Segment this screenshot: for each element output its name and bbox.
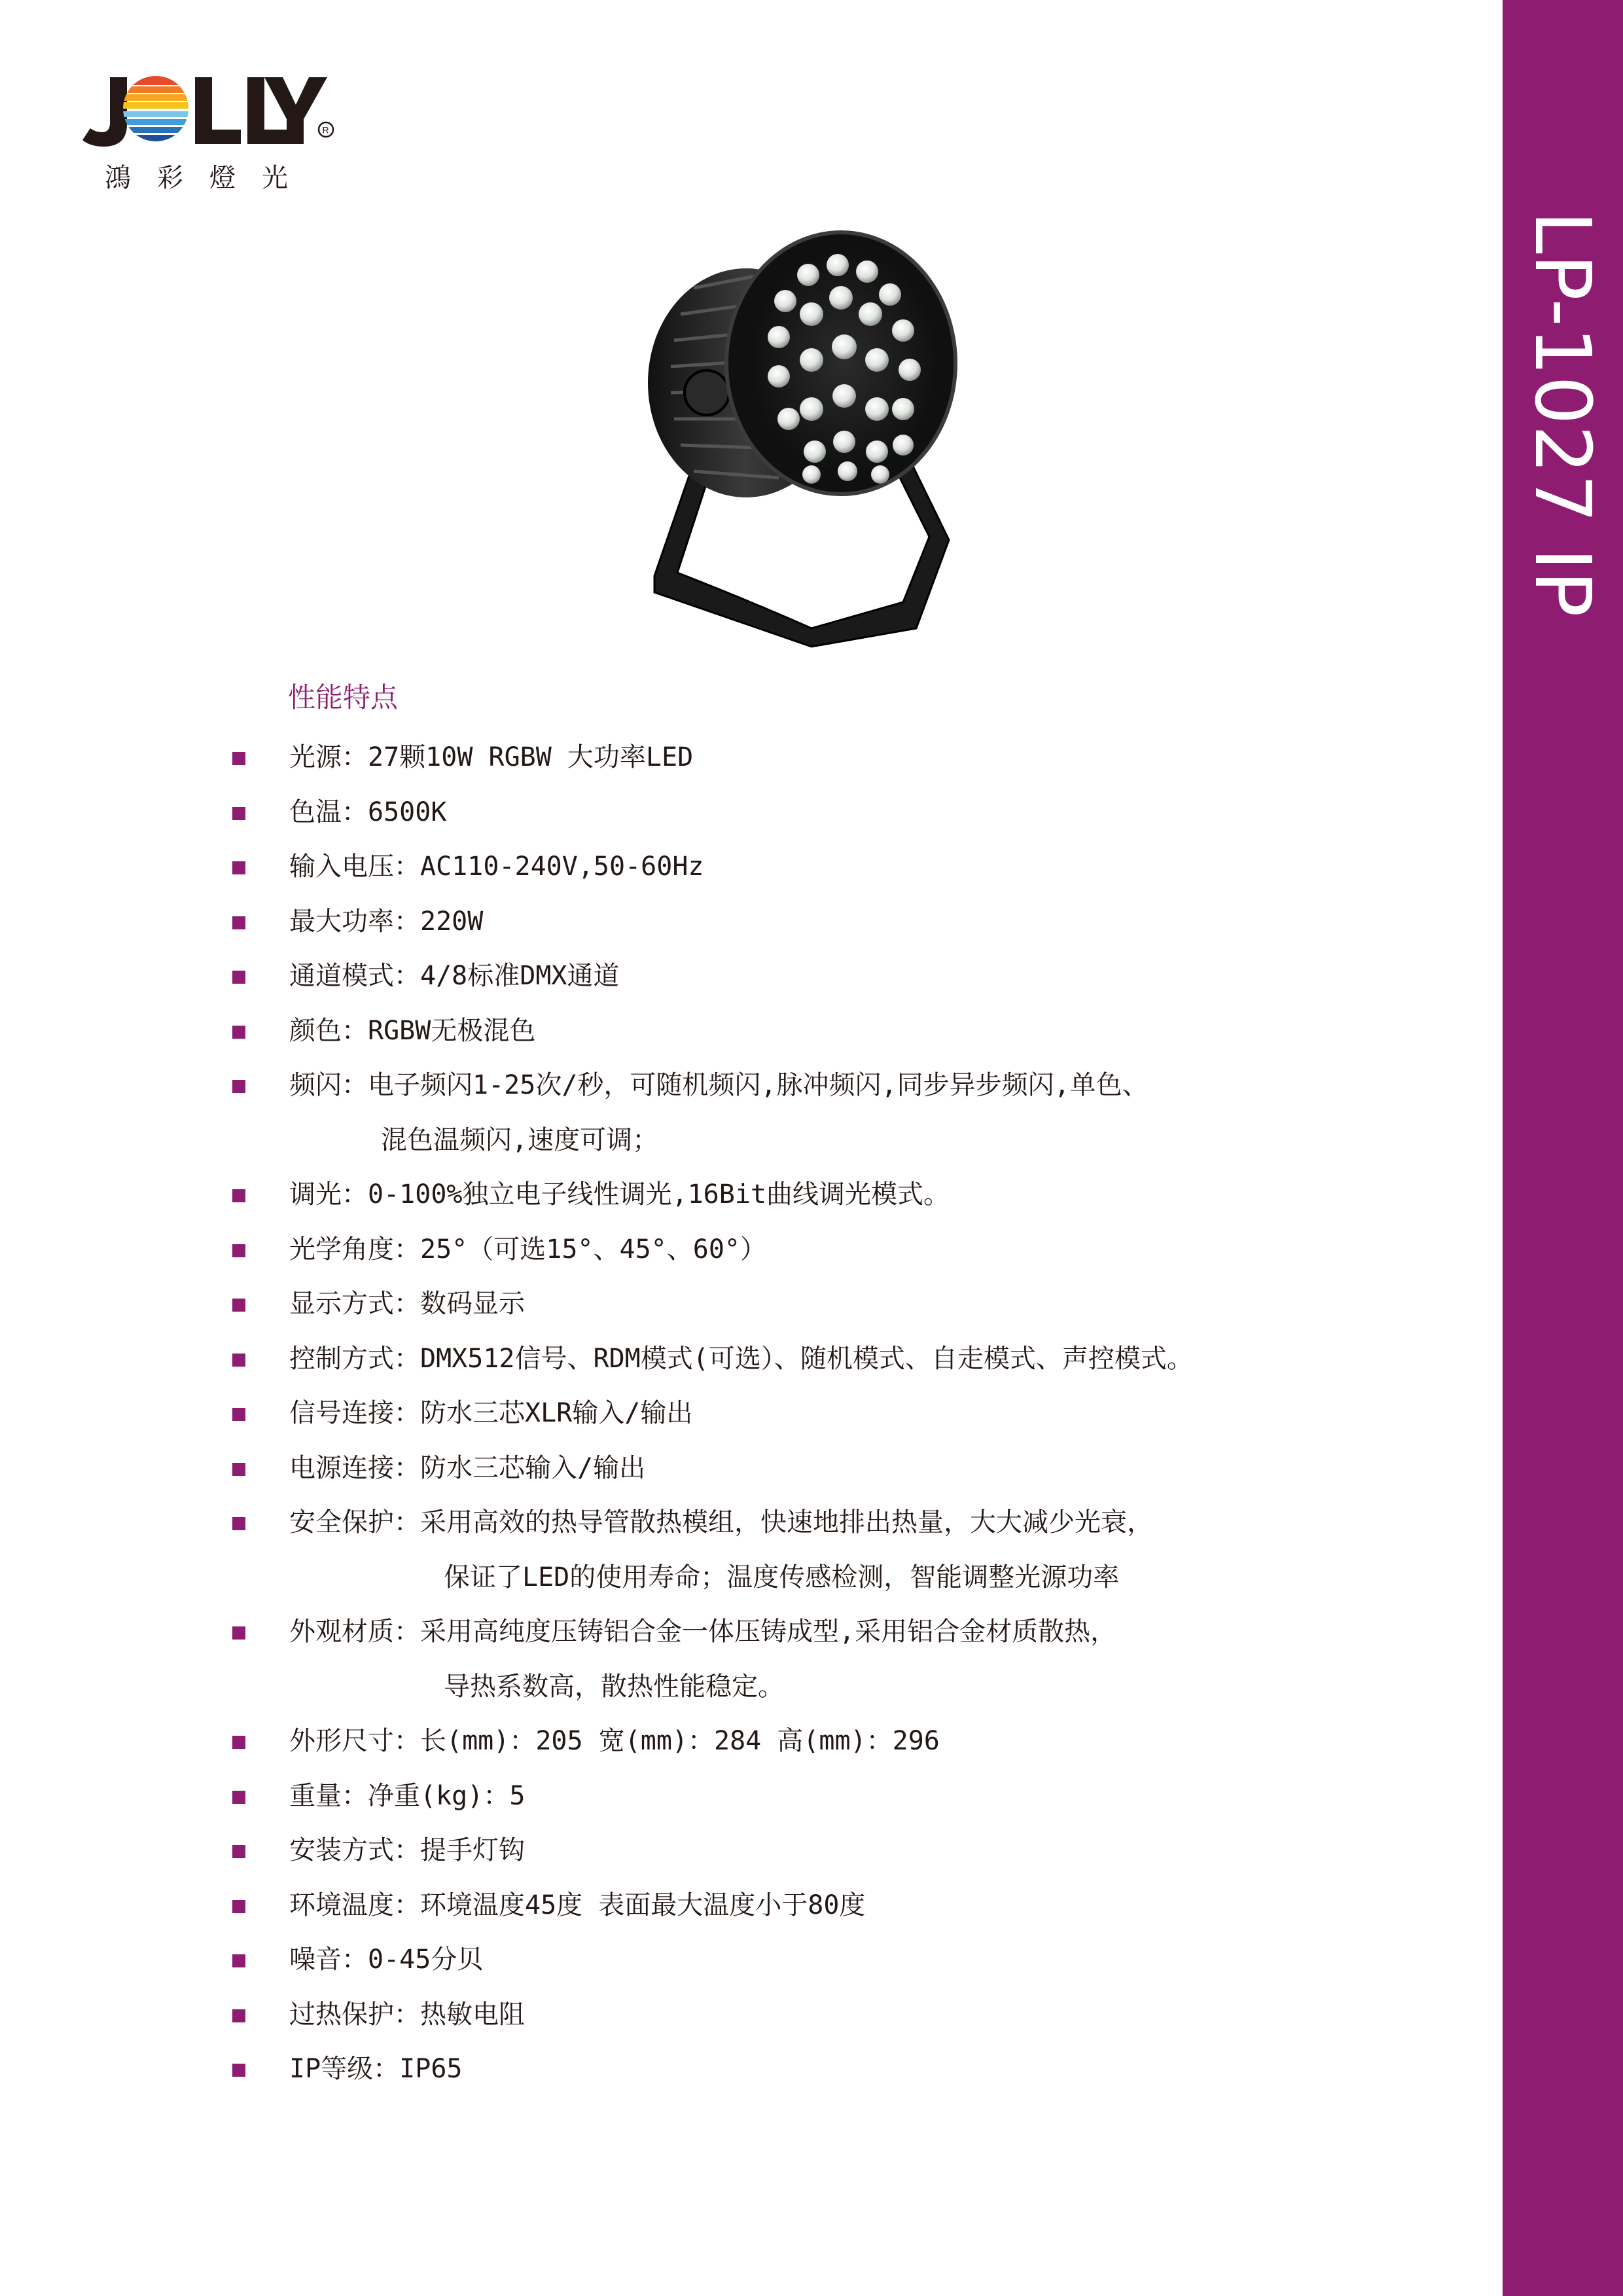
bullet-square-icon — [232, 1299, 245, 1312]
spec-label: 重量： — [289, 1780, 368, 1811]
spec-item — [229, 1605, 1472, 1714]
bullet-square-icon — [232, 1408, 245, 1421]
spec-label: 调光： — [289, 1179, 368, 1210]
spec-label: 安全保护： — [289, 1507, 420, 1537]
spec-label: 过热保护： — [289, 1999, 420, 2030]
spec-item — [229, 1441, 1472, 1496]
bullet-square-icon — [232, 1080, 245, 1093]
spec-value-continued: 保证了LED的使用寿命；温度传感检测，智能调整光源功率 — [444, 1562, 1120, 1592]
spec-label: IP等级： — [289, 2054, 400, 2084]
spec-label: 显示方式： — [289, 1289, 420, 1319]
spec-value-continued: 导热系数高，散热性能稳定。 — [444, 1671, 784, 1702]
spec-value: 采用高效的热导管散热模组，快速地排出热量，大大减少光衰， — [420, 1507, 1153, 1537]
spec-value: AC110-240V,50-60Hz — [420, 852, 704, 882]
spec-item — [229, 1988, 1472, 2043]
spec-item — [229, 1168, 1472, 1223]
bullet-square-icon — [232, 1026, 245, 1039]
spec-value: 提手灯钩 — [420, 1835, 525, 1865]
bullet-square-icon — [232, 1189, 245, 1202]
spec-item — [229, 1769, 1472, 1824]
spec-item — [229, 1714, 1472, 1769]
spec-label: 外观材质： — [289, 1617, 420, 1647]
bullet-square-icon — [232, 1845, 245, 1858]
spec-value: DMX512信号、RDM模式(可选）、随机模式、自走模式、声控模式。 — [420, 1343, 1193, 1374]
bullet-square-icon — [232, 752, 245, 765]
spec-item — [229, 1933, 1472, 1988]
spec-label: 色温： — [289, 797, 368, 827]
spec-item — [229, 1496, 1472, 1605]
spec-value: 27颗10W RGBW 大功率LED — [368, 742, 694, 772]
par-light-fixture-icon — [615, 209, 995, 655]
spec-item — [229, 1823, 1472, 1878]
spec-label: 外形尺寸： — [289, 1726, 420, 1756]
spec-item — [229, 2042, 1472, 2097]
bullet-square-icon — [232, 1626, 245, 1640]
bullet-square-icon — [232, 1954, 245, 1967]
spec-value-continued: 混色温频闪,速度可调； — [381, 1124, 659, 1155]
spec-value: 4/8标准DMX通道 — [420, 961, 620, 991]
spec-item — [229, 730, 1472, 785]
spec-value: RGBW无极混色 — [368, 1015, 536, 1046]
bullet-square-icon — [232, 1244, 245, 1257]
spec-value: IP65 — [399, 2054, 463, 2084]
spec-value: 0-45分贝 — [368, 1945, 484, 1975]
spec-value: 热敏电阻 — [420, 1999, 525, 2030]
spec-value: 防水三芯输入/输出 — [420, 1452, 646, 1483]
bullet-square-icon — [232, 1463, 245, 1476]
spec-value: 采用高纯度压铸铝合金一体压铸成型,采用铝合金材质散热， — [420, 1617, 1117, 1647]
product-model-title: LP-1027 IP — [1518, 211, 1608, 617]
spec-label: 频闪： — [289, 1070, 368, 1100]
spec-item — [229, 949, 1472, 1004]
bullet-square-icon — [232, 971, 245, 984]
spec-item — [229, 1223, 1472, 1278]
spec-label: 电源连接： — [289, 1452, 420, 1483]
spec-label: 输入电压： — [289, 852, 420, 882]
spec-value: 220W — [420, 906, 484, 937]
product-image — [615, 209, 995, 655]
bullet-square-icon — [232, 861, 245, 874]
spec-label: 环境温度： — [289, 1890, 420, 1920]
spec-label: 信号连接： — [289, 1398, 420, 1428]
spec-value: 0-100%独立电子线性调光,16Bit曲线调光模式。 — [368, 1179, 950, 1210]
bullet-square-icon — [232, 1517, 245, 1530]
spec-item — [229, 1058, 1472, 1168]
spec-label: 颜色： — [289, 1015, 368, 1046]
bullet-square-icon — [232, 1736, 245, 1749]
spec-label: 安装方式： — [289, 1835, 420, 1865]
spec-value: 电子频闪1-25次/秒，可随机频闪,脉冲频闪,同步异步频闪,单色、 — [368, 1070, 1149, 1100]
section-title: 性能特点 — [288, 681, 399, 713]
spec-item — [229, 1386, 1472, 1441]
logo-wordmark-icon — [79, 65, 340, 157]
bullet-square-icon — [232, 916, 245, 929]
spec-item — [229, 1332, 1472, 1387]
spec-value: 6500K — [368, 797, 447, 827]
spec-item — [229, 1277, 1472, 1332]
registered-mark: R — [322, 124, 329, 135]
bullet-square-icon — [232, 1354, 245, 1367]
spec-item — [229, 785, 1472, 840]
bullet-square-icon — [232, 1900, 245, 1913]
spec-label: 光学角度： — [289, 1234, 420, 1265]
spec-label: 噪音： — [289, 1945, 368, 1975]
spec-label: 通道模式： — [289, 961, 420, 991]
bullet-square-icon — [232, 2064, 245, 2077]
spec-item — [229, 1878, 1472, 1933]
bullet-square-icon — [232, 807, 245, 820]
spec-label: 控制方式： — [289, 1343, 420, 1374]
spec-item — [229, 1004, 1472, 1059]
spec-value: 25°（可选15°、45°、60°） — [420, 1234, 766, 1265]
spec-item — [229, 895, 1472, 950]
spec-label: 光源： — [289, 742, 368, 772]
spec-list — [229, 730, 1472, 2097]
spec-value: 数码显示 — [420, 1289, 525, 1319]
spec-value: 环境温度45度 表面最大温度小于80度 — [420, 1890, 866, 1920]
spec-value: 防水三芯XLR输入/输出 — [420, 1398, 693, 1428]
spec-value: 净重(kg)：5 — [368, 1780, 526, 1811]
logo-subtitle: 鴻彩燈光 — [105, 163, 314, 193]
bullet-square-icon — [232, 2009, 245, 2022]
spec-value: 长(mm)：205 宽(mm)：284 高(mm)：296 — [420, 1726, 940, 1756]
spec-label: 最大功率： — [289, 906, 420, 937]
bullet-square-icon — [232, 1791, 245, 1804]
jolly-logo — [79, 65, 340, 196]
spec-item — [229, 840, 1472, 895]
